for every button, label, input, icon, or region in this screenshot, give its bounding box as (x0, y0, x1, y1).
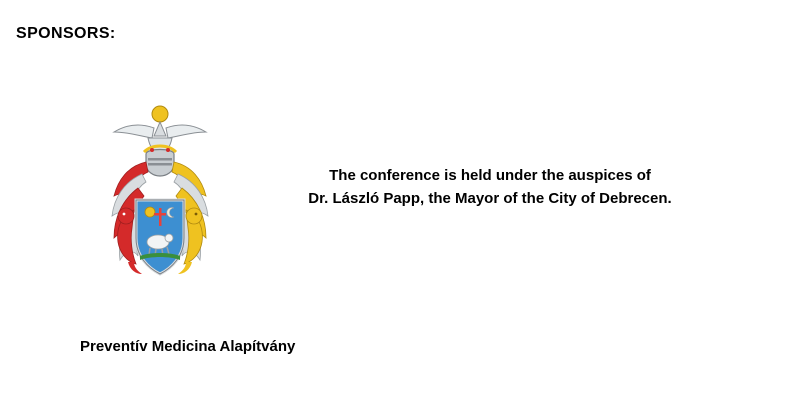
sponsor-foundation-name: Preventív Medicina Alapítvány (80, 338, 296, 355)
debrecen-coat-of-arms-icon (84, 92, 236, 282)
auspices-line-2: Dr. László Papp, the Mayor of the City of Debrecen. (308, 189, 672, 207)
auspices-statement (280, 165, 700, 210)
page-title: SPONSORS: (16, 25, 116, 42)
auspices-line-1: The conference is held under the auspices of (329, 167, 651, 184)
